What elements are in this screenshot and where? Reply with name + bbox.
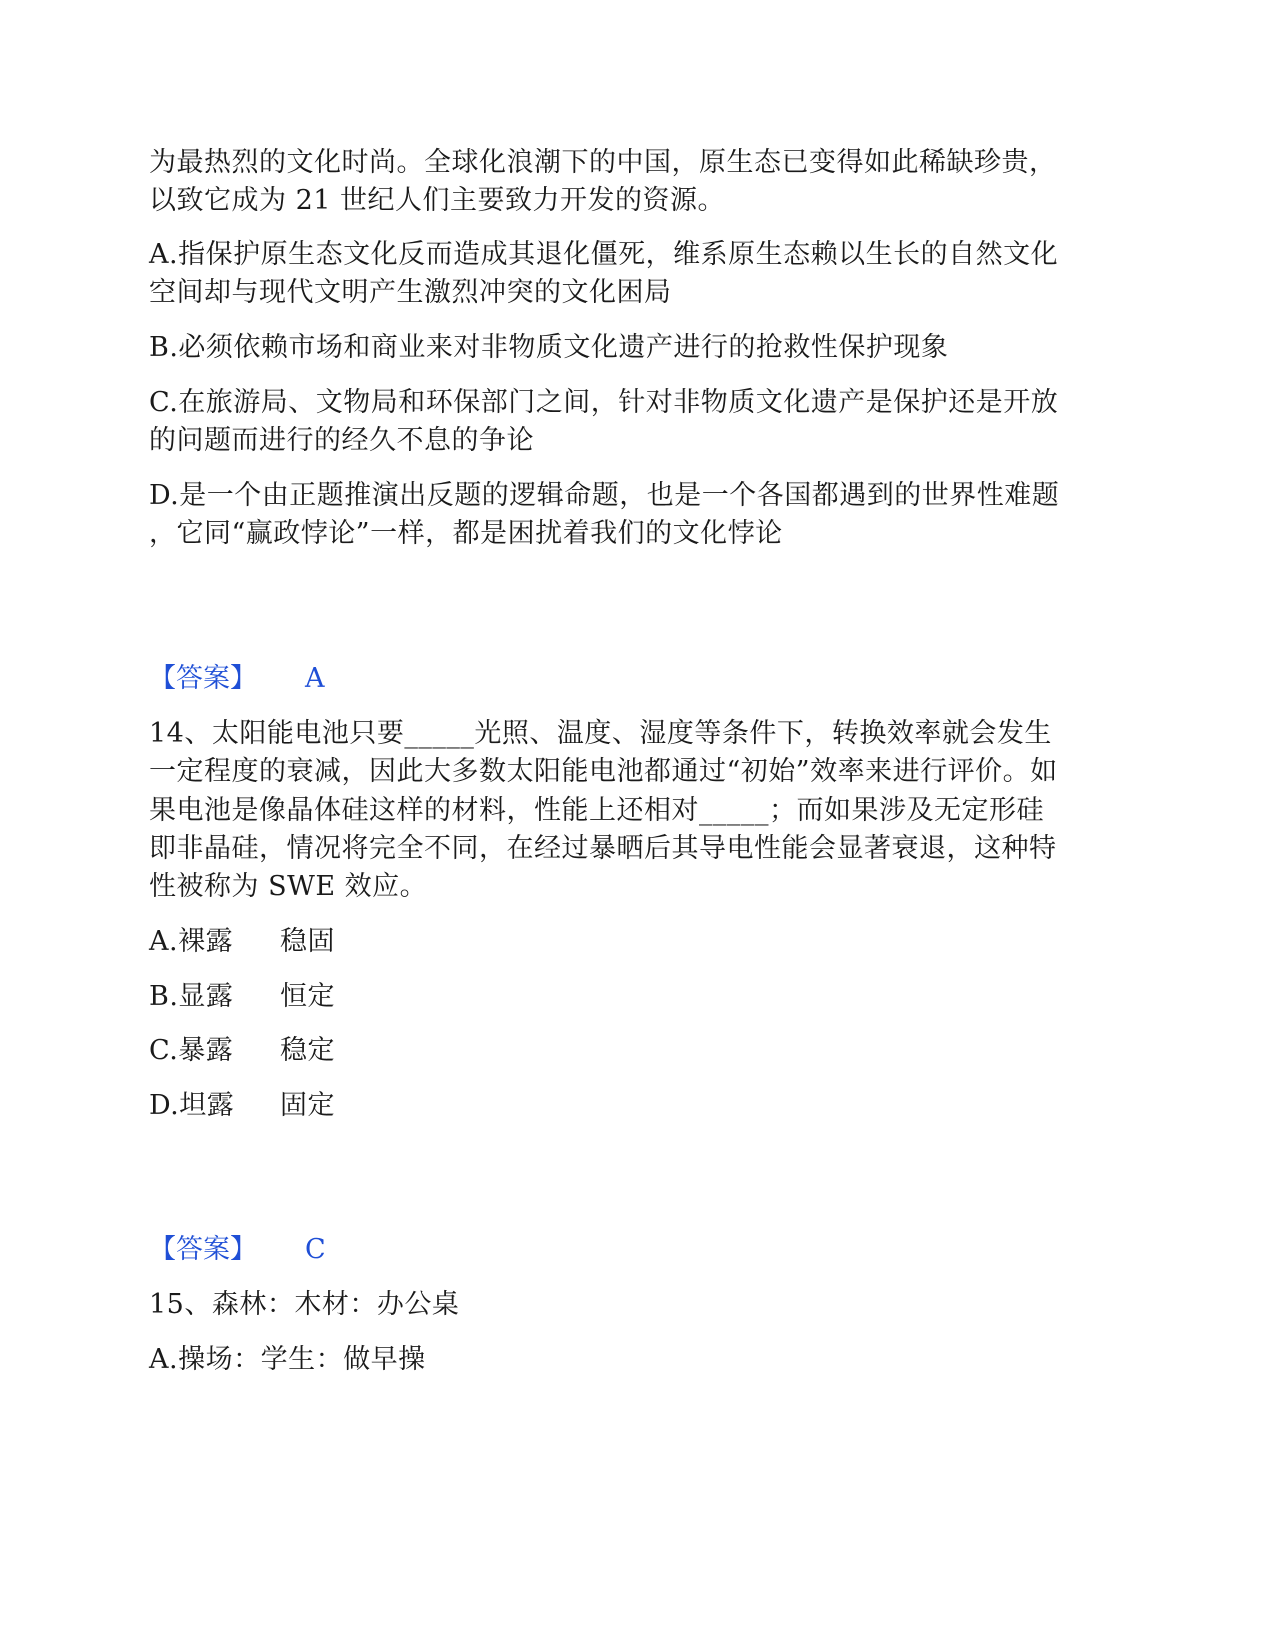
q14-stem-line-4: 即非晶硅，情况将完全不同，在经过暴晒后其导电性能会显著衰退，这种特 bbox=[149, 833, 1057, 864]
q13-option-d-line-1: D.是一个由正题推演出反题的逻辑命题，也是一个各国都遇到的世界性难题 bbox=[149, 480, 1060, 511]
q15-option-a: A.操场：学生：做早操 bbox=[149, 1344, 426, 1375]
q14-option-b bbox=[149, 977, 335, 1017]
q14-option-b-second: 恒定 bbox=[280, 981, 335, 1012]
q13-option-c-line-1: C.在旅游局、文物局和环保部门之间，针对非物质文化遗产是保护还是开放 bbox=[149, 387, 1059, 418]
q14-option-c bbox=[149, 1031, 335, 1071]
q14-option-c-first: C.暴露 bbox=[149, 1035, 234, 1066]
q13-option-a-line-1: A.指保护原生态文化反而造成其退化僵死，维系原生态赖以生长的自然文化 bbox=[149, 239, 1059, 270]
q14-option-c-second: 稳定 bbox=[280, 1035, 335, 1066]
q14-option-d-second: 固定 bbox=[280, 1090, 335, 1121]
q13-option-a-line-2: 空间却与现代文明产生激烈冲突的文化困局 bbox=[149, 277, 672, 308]
q13-answer-value: A bbox=[305, 663, 325, 694]
q13-stem-line-1: 为最热烈的文化时尚。全球化浪潮下的中国，原生态已变得如此稀缺珍贵， bbox=[149, 147, 1057, 178]
q14-stem-line-2: 一定程度的衰减，因此大多数太阳能电池都通过“初始”效率来进行评价。如 bbox=[149, 756, 1058, 787]
q14-option-d-first: D.坦露 bbox=[149, 1090, 235, 1121]
q14-option-a bbox=[149, 922, 335, 962]
q14-stem-line-3: 果电池是像晶体硅这样的材料，性能上还相对_____；而如果涉及无定形硅 bbox=[149, 795, 1044, 826]
q15-stem: 15、森林：木材：办公桌 bbox=[149, 1289, 460, 1320]
q14-option-d bbox=[149, 1086, 335, 1126]
q14-answer-label: 【答案】 bbox=[149, 1234, 257, 1265]
q13-option-c-line-2: 的问题而进行的经久不息的争论 bbox=[149, 425, 534, 456]
q14-stem-line-1: 14、太阳能电池只要_____光照、温度、湿度等条件下，转换效率就会发生 bbox=[149, 718, 1052, 749]
q14-stem-line-5: 性被称为 SWE 效应。 bbox=[149, 871, 428, 902]
q14-answer-value: C bbox=[305, 1234, 326, 1265]
q13-stem-line-2: 以致它成为 21 世纪人们主要致力开发的资源。 bbox=[149, 185, 726, 216]
q13-answer-label: 【答案】 bbox=[149, 663, 257, 694]
q13-answer bbox=[149, 659, 325, 699]
q13-option-b: B.必须依赖市场和商业来对非物质文化遗产进行的抢救性保护现象 bbox=[149, 332, 949, 363]
q13-option-d-line-2: ，它同“赢政悖论”一样，都是困扰着我们的文化悖论 bbox=[149, 518, 783, 549]
q14-option-a-second: 稳固 bbox=[280, 926, 335, 957]
q14-option-b-first: B.显露 bbox=[149, 981, 234, 1012]
q14-answer bbox=[149, 1230, 326, 1270]
q14-option-a-first: A.裸露 bbox=[149, 926, 234, 957]
